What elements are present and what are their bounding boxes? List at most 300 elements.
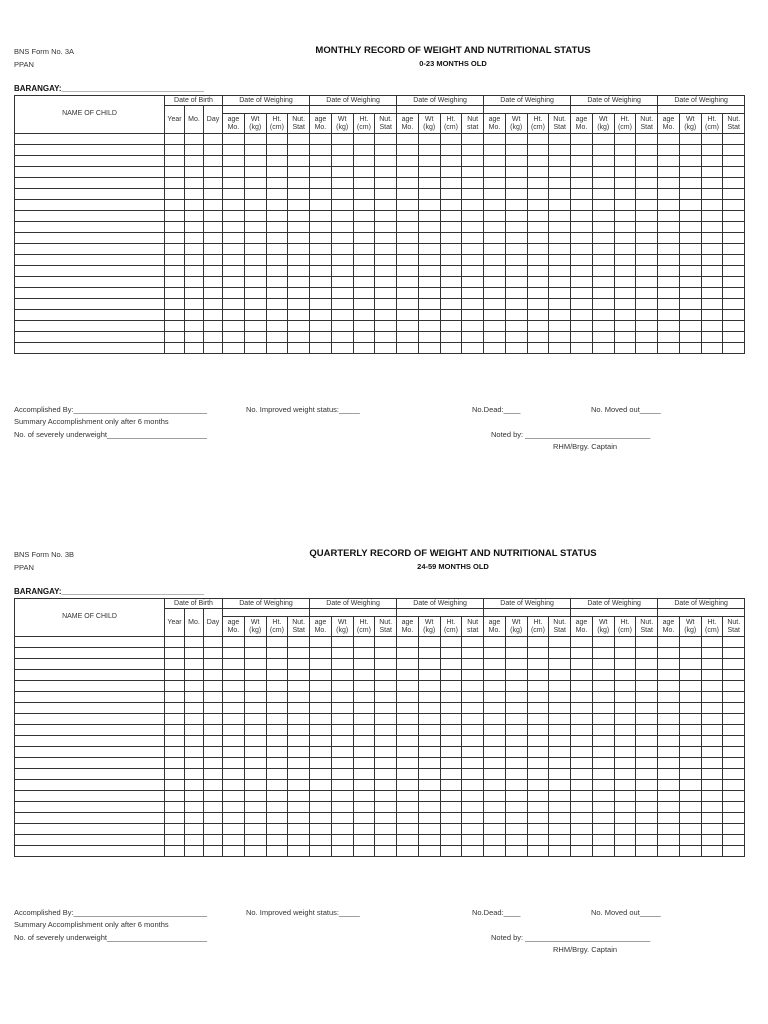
entry-cell[interactable] [223,244,245,255]
entry-cell[interactable] [571,835,593,846]
entry-cell[interactable] [440,310,462,321]
entry-cell[interactable] [15,167,165,178]
entry-cell[interactable] [571,725,593,736]
entry-cell[interactable] [484,659,506,670]
entry-cell[interactable] [636,835,658,846]
entry-cell[interactable] [614,648,636,659]
entry-cell[interactable] [679,343,701,354]
entry-cell[interactable] [484,200,506,211]
entry-cell[interactable] [462,255,484,266]
entry-cell[interactable] [375,134,397,145]
entry-cell[interactable] [614,156,636,167]
entry-cell[interactable] [679,178,701,189]
entry-cell[interactable] [549,846,571,857]
entry-cell[interactable] [614,233,636,244]
entry-cell[interactable] [204,200,223,211]
entry-cell[interactable] [397,714,419,725]
entry-cell[interactable] [462,288,484,299]
weighing-date-cell[interactable] [484,106,571,114]
entry-cell[interactable] [15,703,165,714]
entry-cell[interactable] [165,714,185,725]
entry-cell[interactable] [614,736,636,747]
entry-cell[interactable] [505,758,527,769]
entry-cell[interactable] [484,310,506,321]
entry-cell[interactable] [462,846,484,857]
entry-cell[interactable] [266,189,288,200]
entry-cell[interactable] [658,725,680,736]
entry-cell[interactable] [571,233,593,244]
entry-cell[interactable] [375,648,397,659]
entry-cell[interactable] [484,332,506,343]
entry-cell[interactable] [310,835,332,846]
entry-cell[interactable] [375,233,397,244]
entry-cell[interactable] [462,332,484,343]
entry-cell[interactable] [505,288,527,299]
entry-cell[interactable] [15,134,165,145]
weighing-date-cell[interactable] [484,609,571,617]
entry-cell[interactable] [266,824,288,835]
entry-cell[interactable] [658,277,680,288]
entry-cell[interactable] [15,277,165,288]
entry-cell[interactable] [15,299,165,310]
entry-cell[interactable] [418,266,440,277]
weighing-date-cell[interactable] [571,106,658,114]
entry-cell[interactable] [592,343,614,354]
entry-cell[interactable] [397,659,419,670]
entry-cell[interactable] [462,200,484,211]
entry-cell[interactable] [15,332,165,343]
entry-cell[interactable] [331,145,353,156]
entry-cell[interactable] [527,791,549,802]
entry-cell[interactable] [288,321,310,332]
entry-cell[interactable] [418,156,440,167]
entry-cell[interactable] [658,692,680,703]
entry-cell[interactable] [592,332,614,343]
entry-cell[interactable] [418,681,440,692]
entry-cell[interactable] [244,758,266,769]
entry-cell[interactable] [353,736,375,747]
entry-cell[interactable] [204,321,223,332]
entry-cell[interactable] [440,299,462,310]
entry-cell[interactable] [244,178,266,189]
entry-cell[interactable] [353,211,375,222]
entry-cell[interactable] [418,178,440,189]
entry-cell[interactable] [462,222,484,233]
entry-cell[interactable] [549,725,571,736]
entry-cell[interactable] [397,310,419,321]
entry-cell[interactable] [658,637,680,648]
entry-cell[interactable] [223,747,245,758]
entry-cell[interactable] [484,233,506,244]
entry-cell[interactable] [527,189,549,200]
entry-cell[interactable] [418,343,440,354]
entry-cell[interactable] [658,167,680,178]
entry-cell[interactable] [165,288,185,299]
entry-cell[interactable] [679,769,701,780]
entry-cell[interactable] [288,255,310,266]
entry-cell[interactable] [331,189,353,200]
entry-cell[interactable] [15,747,165,758]
entry-cell[interactable] [636,747,658,758]
entry-cell[interactable] [505,725,527,736]
entry-cell[interactable] [723,189,745,200]
entry-cell[interactable] [204,736,223,747]
accomplished-by-field[interactable]: Accomplished By:________________________________ [14,908,208,917]
entry-cell[interactable] [353,648,375,659]
entry-cell[interactable] [440,703,462,714]
entry-cell[interactable] [310,725,332,736]
entry-cell[interactable] [592,681,614,692]
entry-cell[interactable] [418,725,440,736]
entry-cell[interactable] [679,277,701,288]
entry-cell[interactable] [266,255,288,266]
entry-cell[interactable] [484,681,506,692]
entry-cell[interactable] [571,758,593,769]
entry-cell[interactable] [484,714,506,725]
entry-cell[interactable] [592,802,614,813]
entry-cell[interactable] [614,321,636,332]
entry-cell[interactable] [353,747,375,758]
entry-cell[interactable] [701,200,723,211]
entry-cell[interactable] [636,769,658,780]
entry-cell[interactable] [723,145,745,156]
entry-cell[interactable] [701,233,723,244]
entry-cell[interactable] [658,200,680,211]
entry-cell[interactable] [658,813,680,824]
entry-cell[interactable] [592,714,614,725]
entry-cell[interactable] [658,222,680,233]
entry-cell[interactable] [571,134,593,145]
entry-cell[interactable] [484,813,506,824]
entry-cell[interactable] [165,343,185,354]
entry-cell[interactable] [353,824,375,835]
entry-cell[interactable] [614,824,636,835]
entry-cell[interactable] [440,637,462,648]
entry-cell[interactable] [636,277,658,288]
noted-by-field[interactable]: Noted by: ______________________________ [491,430,651,439]
entry-cell[interactable] [701,758,723,769]
severely-underweight-field[interactable]: No. of severely underweight________________________ [14,430,208,439]
entry-cell[interactable] [204,780,223,791]
entry-cell[interactable] [571,255,593,266]
entry-cell[interactable] [571,211,593,222]
entry-cell[interactable] [204,332,223,343]
entry-cell[interactable] [571,813,593,824]
entry-cell[interactable] [353,244,375,255]
entry-cell[interactable] [375,714,397,725]
entry-cell[interactable] [331,648,353,659]
entry-cell[interactable] [549,200,571,211]
entry-cell[interactable] [571,178,593,189]
entry-cell[interactable] [310,637,332,648]
entry-cell[interactable] [701,156,723,167]
entry-cell[interactable] [397,134,419,145]
entry-cell[interactable] [266,178,288,189]
entry-cell[interactable] [592,824,614,835]
entry-cell[interactable] [397,692,419,703]
entry-cell[interactable] [353,288,375,299]
entry-cell[interactable] [204,791,223,802]
entry-cell[interactable] [288,343,310,354]
entry-cell[interactable] [331,725,353,736]
entry-cell[interactable] [165,178,185,189]
entry-cell[interactable] [223,714,245,725]
entry-cell[interactable] [614,747,636,758]
entry-cell[interactable] [614,178,636,189]
entry-cell[interactable] [165,134,185,145]
noted-by-field[interactable]: Noted by: ______________________________ [491,933,651,942]
entry-cell[interactable] [571,277,593,288]
entry-cell[interactable] [549,659,571,670]
entry-cell[interactable] [204,692,223,703]
moved-out-field[interactable]: No. Moved out_____ [591,908,661,917]
entry-cell[interactable] [204,134,223,145]
entry-cell[interactable] [331,802,353,813]
entry-cell[interactable] [15,692,165,703]
entry-cell[interactable] [266,244,288,255]
entry-cell[interactable] [331,758,353,769]
entry-cell[interactable] [310,813,332,824]
entry-cell[interactable] [723,178,745,189]
entry-cell[interactable] [418,332,440,343]
entry-cell[interactable] [549,277,571,288]
entry-cell[interactable] [679,332,701,343]
entry-cell[interactable] [418,736,440,747]
entry-cell[interactable] [353,714,375,725]
entry-cell[interactable] [614,835,636,846]
entry-cell[interactable] [223,659,245,670]
entry-cell[interactable] [527,288,549,299]
entry-cell[interactable] [484,802,506,813]
entry-cell[interactable] [679,299,701,310]
entry-cell[interactable] [288,670,310,681]
entry-cell[interactable] [15,670,165,681]
entry-cell[interactable] [679,266,701,277]
entry-cell[interactable] [636,703,658,714]
entry-cell[interactable] [223,189,245,200]
entry-cell[interactable] [165,156,185,167]
entry-cell[interactable] [223,211,245,222]
entry-cell[interactable] [310,747,332,758]
entry-cell[interactable] [614,255,636,266]
entry-cell[interactable] [288,692,310,703]
entry-cell[interactable] [165,692,185,703]
entry-cell[interactable] [723,244,745,255]
entry-cell[interactable] [527,670,549,681]
entry-cell[interactable] [204,714,223,725]
entry-cell[interactable] [462,681,484,692]
entry-cell[interactable] [397,156,419,167]
entry-cell[interactable] [266,692,288,703]
entry-cell[interactable] [658,310,680,321]
entry-cell[interactable] [244,714,266,725]
entry-cell[interactable] [614,681,636,692]
entry-cell[interactable] [288,167,310,178]
entry-cell[interactable] [527,167,549,178]
entry-cell[interactable] [288,846,310,857]
entry-cell[interactable] [484,167,506,178]
entry-cell[interactable] [527,846,549,857]
entry-cell[interactable] [723,681,745,692]
entry-cell[interactable] [440,255,462,266]
entry-cell[interactable] [549,637,571,648]
entry-cell[interactable] [614,846,636,857]
entry-cell[interactable] [288,189,310,200]
entry-cell[interactable] [527,332,549,343]
entry-cell[interactable] [244,813,266,824]
entry-cell[interactable] [440,791,462,802]
moved-out-field[interactable]: No. Moved out_____ [591,405,661,414]
entry-cell[interactable] [185,167,204,178]
entry-cell[interactable] [549,791,571,802]
entry-cell[interactable] [701,780,723,791]
entry-cell[interactable] [288,813,310,824]
entry-cell[interactable] [375,758,397,769]
entry-cell[interactable] [288,780,310,791]
entry-cell[interactable] [266,233,288,244]
entry-cell[interactable] [440,780,462,791]
entry-cell[interactable] [165,681,185,692]
entry-cell[interactable] [165,824,185,835]
entry-cell[interactable] [15,145,165,156]
entry-cell[interactable] [310,681,332,692]
entry-cell[interactable] [310,189,332,200]
entry-cell[interactable] [244,145,266,156]
entry-cell[interactable] [165,637,185,648]
entry-cell[interactable] [185,736,204,747]
entry-cell[interactable] [353,277,375,288]
entry-cell[interactable] [549,288,571,299]
entry-cell[interactable] [266,211,288,222]
entry-cell[interactable] [204,758,223,769]
entry-cell[interactable] [331,255,353,266]
entry-cell[interactable] [549,178,571,189]
weighing-date-cell[interactable] [571,609,658,617]
entry-cell[interactable] [353,134,375,145]
entry-cell[interactable] [549,310,571,321]
entry-cell[interactable] [266,321,288,332]
entry-cell[interactable] [440,648,462,659]
entry-cell[interactable] [165,167,185,178]
entry-cell[interactable] [505,846,527,857]
entry-cell[interactable] [223,725,245,736]
weighing-date-cell[interactable] [397,609,484,617]
entry-cell[interactable] [505,824,527,835]
weighing-date-cell[interactable] [223,106,310,114]
entry-cell[interactable] [266,725,288,736]
entry-cell[interactable] [331,692,353,703]
entry-cell[interactable] [462,725,484,736]
entry-cell[interactable] [636,681,658,692]
entry-cell[interactable] [185,846,204,857]
entry-cell[interactable] [331,244,353,255]
entry-cell[interactable] [723,714,745,725]
entry-cell[interactable] [418,637,440,648]
entry-cell[interactable] [165,299,185,310]
entry-cell[interactable] [440,802,462,813]
entry-cell[interactable] [723,780,745,791]
entry-cell[interactable] [165,813,185,824]
entry-cell[interactable] [614,299,636,310]
entry-cell[interactable] [165,244,185,255]
entry-cell[interactable] [310,233,332,244]
entry-cell[interactable] [185,824,204,835]
entry-cell[interactable] [165,648,185,659]
entry-cell[interactable] [204,156,223,167]
entry-cell[interactable] [353,758,375,769]
entry-cell[interactable] [527,736,549,747]
entry-cell[interactable] [505,255,527,266]
improved-weight-field[interactable]: No. Improved weight status:_____ [246,405,360,414]
entry-cell[interactable] [592,813,614,824]
entry-cell[interactable] [397,780,419,791]
entry-cell[interactable] [571,692,593,703]
entry-cell[interactable] [244,725,266,736]
entry-cell[interactable] [244,692,266,703]
entry-cell[interactable] [592,244,614,255]
entry-cell[interactable] [331,211,353,222]
entry-cell[interactable] [375,703,397,714]
entry-cell[interactable] [701,299,723,310]
entry-cell[interactable] [723,846,745,857]
entry-cell[interactable] [185,200,204,211]
entry-cell[interactable] [204,178,223,189]
entry-cell[interactable] [266,703,288,714]
entry-cell[interactable] [440,233,462,244]
entry-cell[interactable] [165,802,185,813]
entry-cell[interactable] [462,824,484,835]
entry-cell[interactable] [185,692,204,703]
entry-cell[interactable] [244,167,266,178]
entry-cell[interactable] [310,659,332,670]
entry-cell[interactable] [614,189,636,200]
entry-cell[interactable] [397,332,419,343]
entry-cell[interactable] [331,769,353,780]
entry-cell[interactable] [418,233,440,244]
entry-cell[interactable] [15,178,165,189]
entry-cell[interactable] [185,299,204,310]
entry-cell[interactable] [185,637,204,648]
entry-cell[interactable] [310,802,332,813]
entry-cell[interactable] [375,189,397,200]
entry-cell[interactable] [331,846,353,857]
entry-cell[interactable] [288,156,310,167]
entry-cell[interactable] [223,134,245,145]
entry-cell[interactable] [375,637,397,648]
entry-cell[interactable] [165,310,185,321]
entry-cell[interactable] [185,178,204,189]
entry-cell[interactable] [165,736,185,747]
entry-cell[interactable] [701,835,723,846]
entry-cell[interactable] [204,769,223,780]
entry-cell[interactable] [701,178,723,189]
entry-cell[interactable] [266,288,288,299]
entry-cell[interactable] [614,266,636,277]
entry-cell[interactable] [592,747,614,758]
entry-cell[interactable] [185,343,204,354]
entry-cell[interactable] [527,758,549,769]
entry-cell[interactable] [244,637,266,648]
entry-cell[interactable] [701,703,723,714]
entry-cell[interactable] [527,692,549,703]
entry-cell[interactable] [679,233,701,244]
entry-cell[interactable] [397,648,419,659]
entry-cell[interactable] [636,222,658,233]
entry-cell[interactable] [701,343,723,354]
entry-cell[interactable] [266,681,288,692]
entry-cell[interactable] [723,299,745,310]
entry-cell[interactable] [204,703,223,714]
